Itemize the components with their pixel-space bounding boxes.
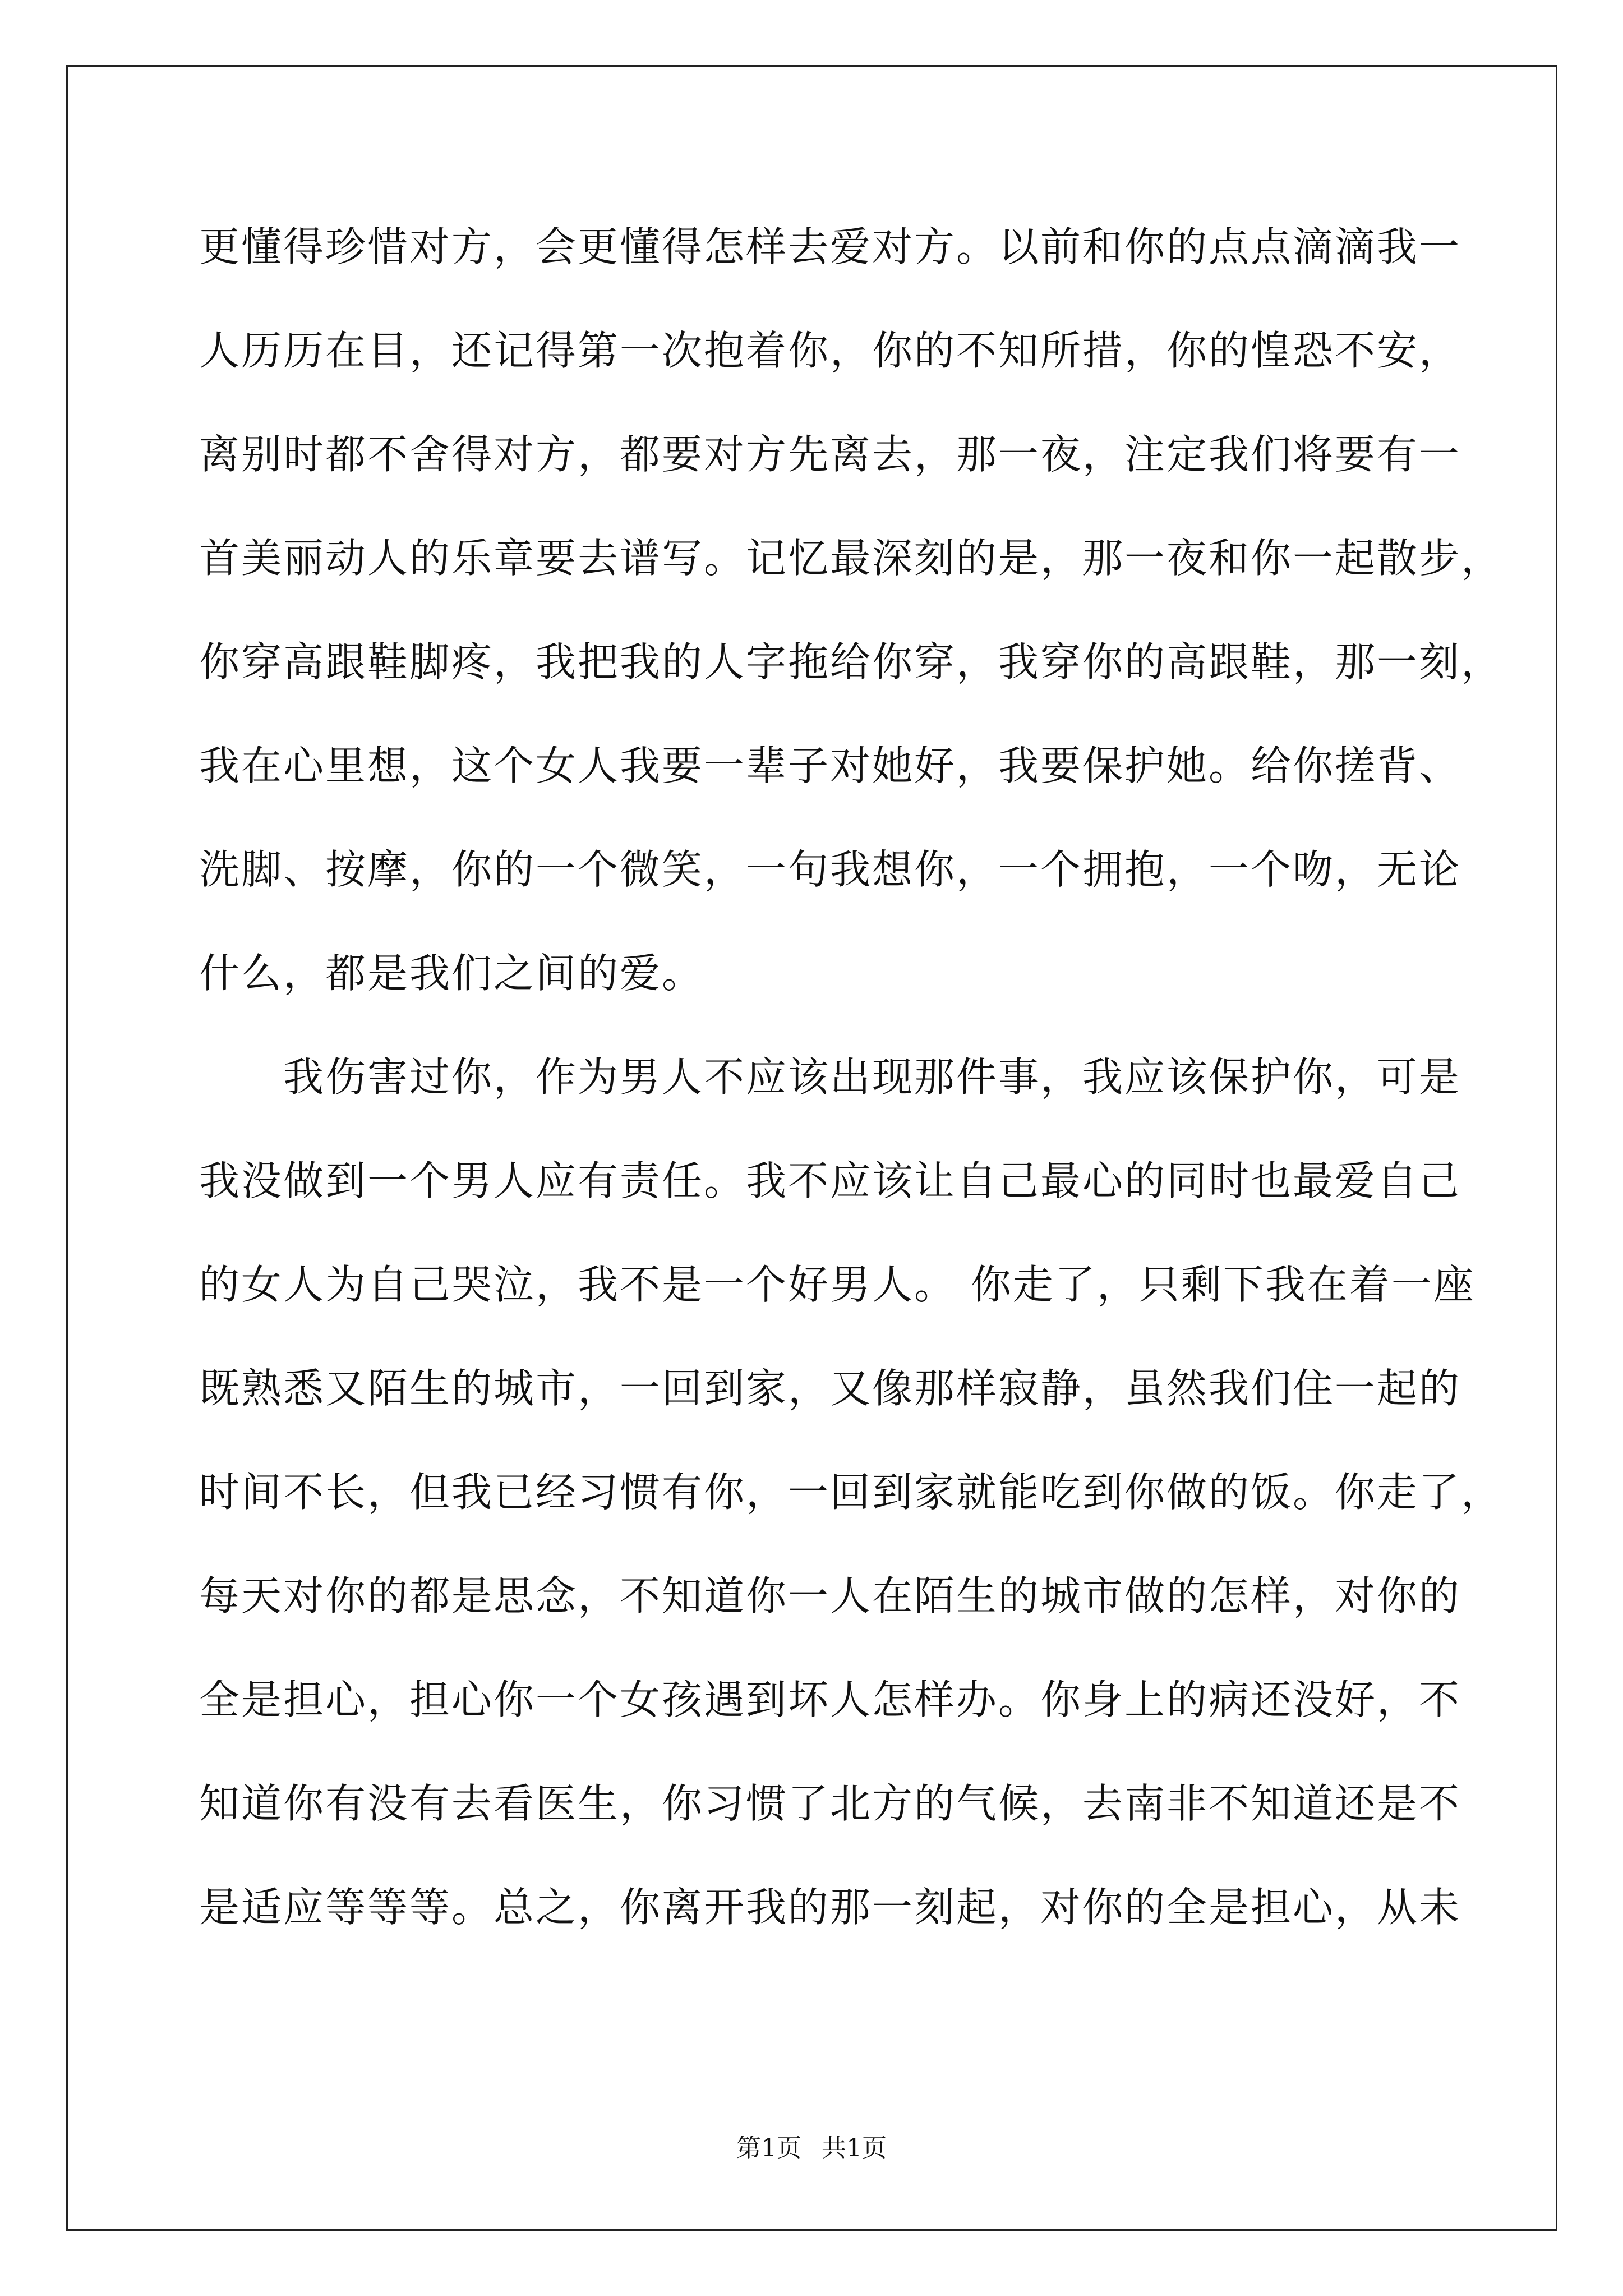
page-footer bbox=[0, 2132, 1623, 2165]
text-line: 离别时都不舍得对方，都要对方先离去，那一夜，注定我们将要有一 bbox=[199, 431, 1461, 478]
text-line: 知道你有没有去看医生，你习惯了北方的气候，去南非不知道还是不 bbox=[199, 1780, 1461, 1827]
text-line: 你穿高跟鞋脚疼，我把我的人字拖给你穿，我穿你的高跟鞋，那一刻， bbox=[199, 638, 1504, 685]
text-line: 既熟悉又陌生的城市，一回到家，又像那样寂静，虽然我们住一起的 bbox=[199, 1365, 1461, 1412]
page-total: 共1页 bbox=[822, 2134, 887, 2162]
text-line: 洗脚、按摩，你的一个微笑，一句我想你，一个拥抱，一个吻，无论 bbox=[199, 846, 1461, 893]
text-line: 我伤害过你，作为男人不应该出现那件事，我应该保护你，可是 bbox=[199, 1053, 1461, 1101]
text-line: 我没做到一个男人应有责任。我不应该让自己最心的同时也最爱自己 bbox=[199, 1157, 1461, 1204]
page-number: 第1页 bbox=[736, 2134, 801, 2162]
text-line: 全是担心，担心你一个女孩遇到坏人怎样办。你身上的病还没好，不 bbox=[199, 1676, 1461, 1723]
text-line: 每天对你的都是思念，不知道你一人在陌生的城市做的怎样，对你的 bbox=[199, 1572, 1461, 1619]
text-line: 什么，都是我们之间的爱。 bbox=[199, 950, 704, 997]
text-line: 首美丽动人的乐章要去谱写。记忆最深刻的是，那一夜和你一起散步， bbox=[199, 535, 1504, 582]
text-line: 人历历在目，还记得第一次抱着你，你的不知所措，你的惶恐不安， bbox=[199, 327, 1461, 374]
text-line: 时间不长，但我已经习惯有你，一回到家就能吃到你做的饭。你走了， bbox=[199, 1469, 1504, 1516]
text-line: 是适应等等等。总之，你离开我的那一刻起，对你的全是担心，从未 bbox=[199, 1884, 1461, 1931]
text-line: 更懂得珍惜对方，会更懂得怎样去爱对方。以前和你的点点滴滴我一 bbox=[199, 223, 1461, 270]
text-line: 我在心里想，这个女人我要一辈子对她好，我要保护她。给你搓背、 bbox=[199, 742, 1461, 789]
text-line: 的女人为自己哭泣，我不是一个好男人。 你走了，只剩下我在着一座 bbox=[199, 1261, 1476, 1308]
